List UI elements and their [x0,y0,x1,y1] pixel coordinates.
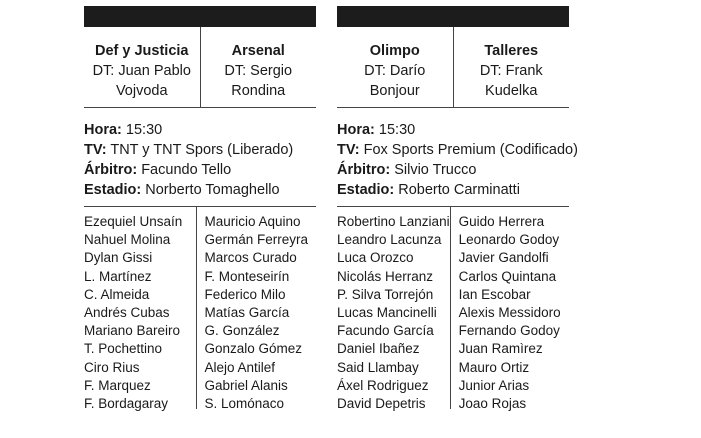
tv-label: TV: [84,142,107,158]
player-name: Dylan Gissi [84,250,153,266]
player-name: Joao Rojas [458,396,527,412]
rosters [84,207,316,413]
arbitro-value: Facundo Tello [141,162,232,178]
team-name: Talleres [484,43,539,59]
player-name: Luca Orozco [337,250,414,266]
player-name: Federico Milo [204,286,286,302]
arbitro-value: Silvio Trucco [394,162,477,178]
estadio-label: Estadio: [84,182,142,198]
header-bar [84,6,316,27]
player-name: Carlos Quintana [458,268,557,284]
player-name: F. Bordagaray [84,396,169,412]
player-name: L. Martínez [84,268,152,284]
player-name: Nahuel Molina [84,232,171,248]
coach-line: DT: Juan Pablo [92,63,191,79]
header-bar [337,6,569,27]
teams-row [84,27,316,108]
player-name: Mauricio Aquino [204,214,301,229]
match-info [337,108,578,207]
coach-line: DT: Sergio [224,63,293,79]
player-name: Facundo García [337,323,434,339]
player-name: Lucas Mancinelli [337,305,437,321]
home-roster [337,207,450,413]
player-name: Said Llambay [337,359,419,375]
arbitro-label: Árbitro: [84,162,138,178]
player-name: Ciro Rius [84,359,140,375]
player-name: P. Silva Torrejón [337,286,434,302]
coach-line: DT: Frank [479,63,543,79]
home-team [337,27,453,107]
player-name: Guido Herrera [458,214,545,229]
player-name: Fernando Godoy [458,323,560,339]
hora-line [337,120,569,140]
coach-line: Vojvoda [115,83,168,99]
match-card-1 [84,6,316,413]
player-name: G. González [204,323,280,339]
player-name: T. Pochettino [84,341,163,357]
team-name: Olimpo [369,43,420,59]
hora-label: Hora: [84,122,122,138]
arbitro-line [337,160,569,180]
tv-value: TNT y TNT Spors (Liberado) [110,142,294,158]
player-name: David Depetris [337,396,426,412]
player-name: Andrés Cubas [84,305,170,321]
player-name: Javier Gandolfi [458,250,549,266]
player-name: Robertino Lanziani [337,214,450,229]
arbitro-label: Árbitro: [337,162,391,178]
player-name: Matías García [204,305,290,321]
player-name: Leandro Lacunza [337,232,442,248]
hora-line [84,120,316,140]
player-name: Ezequiel Unsaín [84,214,183,229]
home-team [84,27,200,107]
player-name: Nicolás Herranz [337,268,434,284]
team-name: Arsenal [231,43,285,59]
away-team [453,27,570,107]
away-roster [450,207,569,412]
estadio-line [84,180,316,200]
player-name: Junior Arias [458,377,530,393]
rosters [337,207,569,413]
player-name: Daniel Ibañez [337,341,420,357]
player-name: Mariano Bareiro [84,323,181,339]
player-name: Alexis Messidoro [458,305,561,321]
match-info [84,108,316,207]
estadio-value: Roberto Carminatti [398,182,520,198]
player-name: F. Monteseirín [204,268,290,284]
teams-row [337,27,569,108]
player-name: Alejo Antilef [204,359,276,375]
estadio-value: Norberto Tomaghello [145,182,280,198]
player-name: Gabriel Alanis [204,377,288,393]
player-name: Ian Escobar [458,286,531,302]
tv-value: Fox Sports Premium (Codificado) [363,142,578,158]
arbitro-line [84,160,316,180]
player-name: Germán Ferreyra [204,232,309,248]
home-roster [84,207,196,413]
player-name: Gonzalo Gómez [204,341,303,357]
team-name: Def y Justicia [95,43,189,59]
player-name: C. Almeida [84,286,150,302]
coach-line: Kudelka [485,83,538,99]
player-name: Leonardo Godoy [458,232,560,248]
player-name: Áxel Rodriguez [337,377,429,393]
player-name: S. Lomónaco [204,396,285,412]
coach-line: DT: Darío [364,63,426,79]
coach-line: Rondina [231,83,286,99]
tv-line [84,140,316,160]
player-name: Mauro Ortiz [458,359,530,375]
away-team [200,27,317,107]
estadio-label: Estadio: [337,182,395,198]
player-name: F. Marquez [84,377,151,393]
tv-line [337,140,578,160]
match-card-2 [337,6,578,413]
hora-label: Hora: [337,122,375,138]
player-name: Juan Ramìrez [458,341,543,357]
away-roster [196,207,317,412]
hora-value: 15:30 [125,122,163,138]
hora-value: 15:30 [378,122,416,138]
player-name: Marcos Curado [204,250,297,266]
tv-label: TV: [337,142,360,158]
coach-line: Bonjour [369,83,420,99]
estadio-line [337,180,569,200]
